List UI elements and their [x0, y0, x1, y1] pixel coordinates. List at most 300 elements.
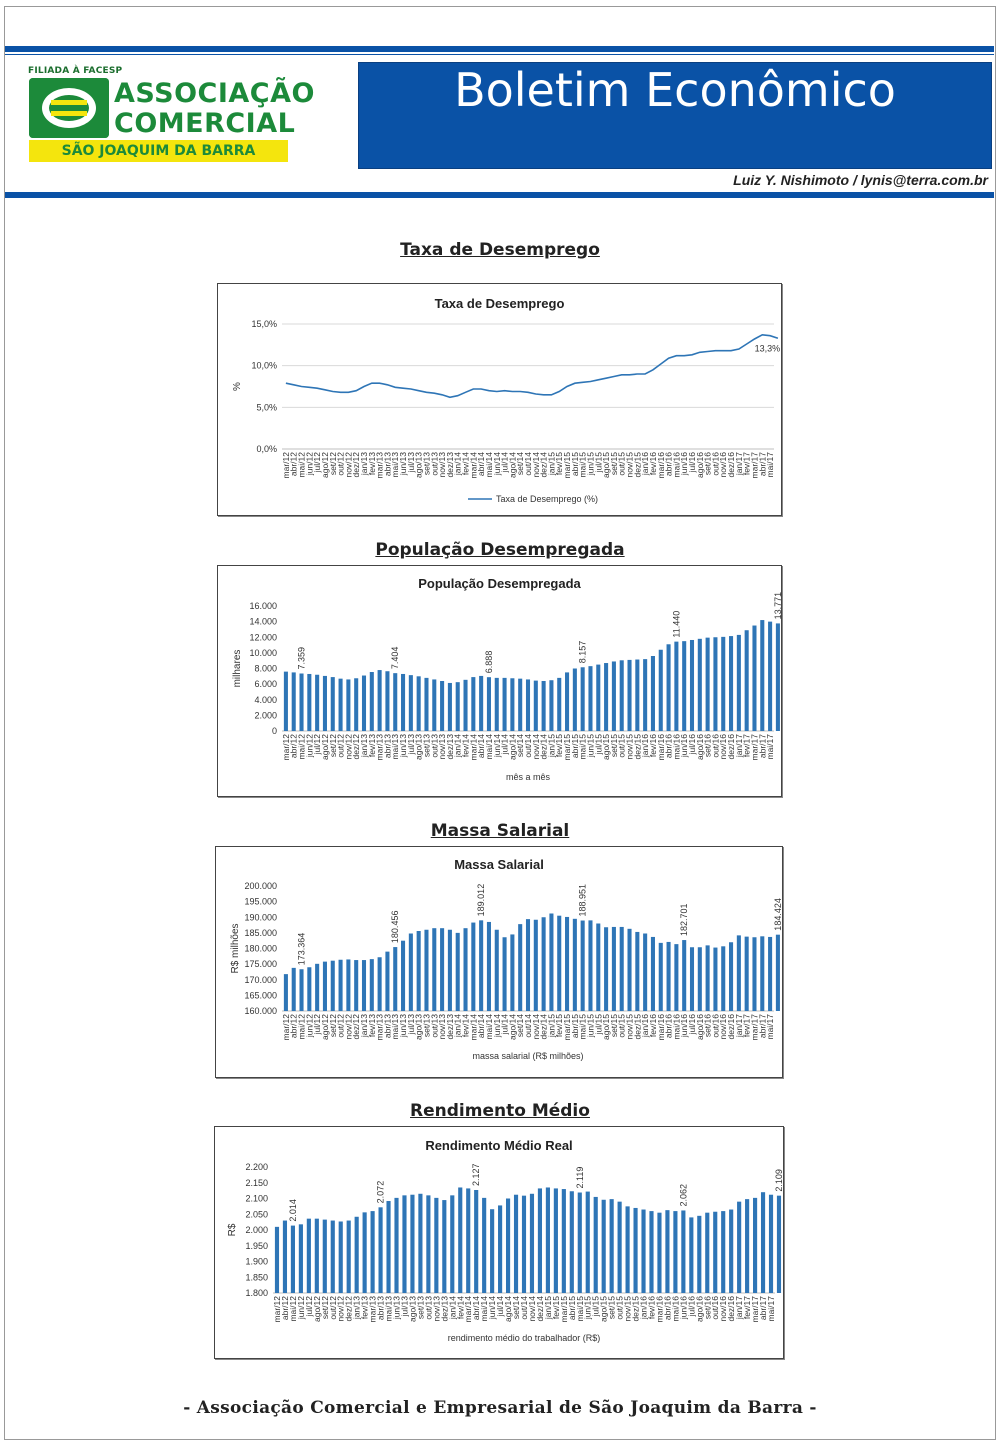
x-tick-label: nov/16 — [718, 1296, 729, 1322]
bar — [627, 929, 631, 1011]
bar — [657, 1213, 661, 1293]
bar — [479, 920, 483, 1011]
bar — [370, 959, 374, 1011]
bar — [323, 1220, 327, 1293]
y-axis-label: milhares — [232, 649, 243, 688]
x-tick-label: jun/13 — [398, 1014, 409, 1038]
x-tick-label: mar/14 — [463, 1296, 474, 1323]
x-tick-label: abr/17 — [757, 452, 768, 477]
y-tick-label: 1.850 — [245, 1272, 268, 1283]
x-tick-label: jul/13 — [405, 734, 416, 755]
x-tick-label: mai/13 — [383, 1296, 394, 1322]
bar — [698, 947, 702, 1011]
bar — [626, 1206, 630, 1293]
bar — [339, 960, 343, 1011]
x-tick-label: ago/16 — [694, 1014, 705, 1040]
data-label: 2.109 — [773, 1169, 784, 1192]
x-tick-label: fev/17 — [741, 1014, 752, 1038]
section-heading-unemployment-rate: Taxa de Desemprego — [400, 240, 600, 260]
bar — [346, 679, 350, 731]
bar — [665, 1210, 669, 1293]
x-tick-label: set/12 — [327, 1014, 338, 1038]
bar — [362, 676, 366, 731]
bar — [651, 656, 655, 731]
x-tick-label: mar/14 — [468, 734, 479, 761]
bar — [510, 934, 514, 1011]
bar — [307, 674, 311, 731]
x-tick-label: jul/13 — [405, 1014, 416, 1035]
x-tick-label: jun/12 — [295, 1296, 306, 1320]
x-tick-label: dez/16 — [726, 1014, 737, 1040]
bar — [768, 937, 772, 1011]
bar — [667, 644, 671, 731]
bar — [347, 1221, 351, 1293]
x-tick-label: dez/15 — [632, 734, 643, 760]
x-tick-label: fev/15 — [554, 1014, 565, 1038]
x-tick-label: abr/12 — [279, 1296, 290, 1321]
x-tick-label: jul/14 — [495, 1296, 506, 1317]
x-tick-label: mar/16 — [655, 734, 666, 761]
x-tick-label: jul/15 — [593, 734, 604, 755]
bar — [534, 920, 538, 1011]
bar — [690, 640, 694, 731]
x-tick-label: dez/14 — [538, 734, 549, 760]
x-tick-label: nov/12 — [343, 452, 354, 478]
bar — [698, 639, 702, 731]
bar — [498, 1205, 502, 1293]
y-tick-label: 1.900 — [245, 1256, 268, 1267]
title-panel — [358, 62, 992, 169]
bar — [495, 678, 499, 731]
x-tick-label: abr/15 — [569, 452, 580, 477]
bar — [706, 638, 710, 731]
bar — [549, 914, 553, 1012]
bar — [729, 942, 733, 1011]
x-tick-label: jun/15 — [585, 734, 596, 758]
x-tick-label: mar/13 — [374, 1014, 385, 1041]
x-tick-label: ago/15 — [601, 452, 612, 478]
bar — [745, 1199, 749, 1293]
bar — [526, 919, 530, 1011]
chart-title: Rendimento Médio Real — [425, 1138, 573, 1153]
x-tick-label: fev/17 — [741, 452, 752, 476]
bar — [432, 928, 436, 1011]
x-tick-label: nov/15 — [624, 452, 635, 478]
bar — [440, 928, 444, 1011]
bar — [299, 969, 303, 1011]
x-tick-label: mar/12 — [280, 452, 291, 479]
x-tick-label: abr/15 — [566, 1296, 577, 1321]
x-tick-label: abr/12 — [288, 1014, 299, 1039]
bar — [292, 968, 296, 1011]
bar — [602, 1200, 606, 1293]
bar — [424, 930, 428, 1011]
x-tick-label: jul/13 — [399, 1296, 410, 1317]
x-tick-label: dez/12 — [351, 734, 362, 760]
bar — [745, 630, 749, 731]
bar — [534, 681, 538, 731]
bar — [752, 626, 756, 731]
x-tick-label: jun/12 — [304, 452, 315, 476]
x-tick-label: set/14 — [511, 1296, 522, 1320]
x-tick-label: mai/14 — [483, 452, 494, 478]
y-tick-label: 2.000 — [254, 710, 277, 721]
x-tick-label: out/14 — [523, 452, 533, 476]
x-tick-label: ago/14 — [503, 1296, 514, 1322]
bar — [769, 1195, 773, 1293]
data-label: 2.127 — [471, 1163, 482, 1186]
x-tick-label: mar/14 — [468, 1014, 479, 1041]
bar — [737, 635, 741, 731]
x-tick-label: jun/13 — [398, 452, 409, 476]
x-tick-label: ago/14 — [507, 734, 518, 760]
x-tick-label: abr/13 — [382, 1014, 393, 1039]
chart-unemployment-rate — [217, 283, 782, 516]
bar — [753, 1198, 757, 1293]
y-tick-label: 10.000 — [249, 647, 277, 658]
x-tick-label: jan/15 — [546, 734, 557, 758]
bar — [604, 663, 608, 731]
x-tick-label: ago/13 — [413, 452, 424, 478]
x-tick-label: jan/15 — [542, 1296, 553, 1320]
x-tick-label: dez/15 — [632, 452, 643, 478]
x-tick-label: jun/14 — [491, 734, 502, 758]
data-label: 2.062 — [678, 1183, 689, 1207]
x-tick-label: fev/16 — [647, 452, 658, 476]
x-tick-label: mai/14 — [483, 1014, 494, 1040]
bar — [776, 935, 780, 1011]
bar — [458, 1187, 462, 1293]
x-tick-label: mai/12 — [296, 734, 307, 760]
bar — [620, 660, 624, 731]
x-tick-label: dez/16 — [726, 452, 737, 478]
bar — [482, 1198, 486, 1293]
x-tick-label: fev/13 — [359, 1296, 370, 1320]
bar — [299, 674, 303, 731]
bar — [418, 1194, 422, 1293]
bar — [721, 1211, 725, 1293]
x-tick-label: mai/12 — [296, 452, 307, 478]
y-tick-label: 5,0% — [256, 402, 277, 413]
bar — [737, 935, 741, 1011]
x-tick-label: jan/13 — [351, 1296, 362, 1320]
x-tick-label: mai/13 — [390, 1014, 401, 1040]
bar — [466, 1188, 470, 1293]
x-tick-label: dez/14 — [538, 452, 549, 478]
chart-average-income — [214, 1126, 784, 1359]
x-tick-label: jul/16 — [687, 1014, 697, 1035]
y-tick-label: 190.000 — [244, 912, 277, 923]
bar — [514, 1195, 518, 1293]
x-tick-label: abr/15 — [569, 1014, 580, 1039]
bar — [448, 683, 452, 731]
x-tick-label: abr/16 — [663, 452, 674, 477]
x-tick-label: jan/14 — [447, 1296, 458, 1320]
line-chart — [218, 284, 781, 515]
x-tick-label: mar/12 — [280, 1014, 291, 1041]
x-tick-label: abr/17 — [758, 1296, 769, 1321]
x-tick-label: jun/13 — [398, 734, 409, 758]
bar — [526, 679, 530, 731]
x-tick-label: nov/13 — [437, 734, 448, 760]
x-tick-label: dez/12 — [351, 452, 362, 478]
x-tick-label: abr/14 — [471, 1296, 482, 1321]
x-tick-label: mai/17 — [765, 452, 776, 478]
bar — [417, 931, 421, 1011]
x-tick-label: jan/16 — [640, 452, 651, 476]
x-tick-label: set/14 — [515, 734, 526, 758]
data-label: 7.359 — [296, 646, 307, 670]
x-tick-label: out/15 — [616, 1014, 627, 1038]
x-tick-label: mai/17 — [765, 734, 776, 760]
x-tick-label: jun/16 — [679, 1014, 690, 1038]
data-label: 173.364 — [296, 932, 307, 966]
x-tick-label: out/13 — [429, 452, 440, 476]
x-tick-label: ago/16 — [694, 734, 705, 760]
y-tick-label: 2.000 — [245, 1225, 268, 1235]
x-axis-label: massa salarial (R$ milhões) — [472, 1051, 584, 1061]
bar — [641, 1210, 645, 1293]
bar — [331, 677, 335, 731]
x-tick-label: jul/14 — [499, 1014, 510, 1035]
x-tick-label: dez/15 — [632, 1014, 643, 1040]
x-tick-label: dez/13 — [444, 734, 455, 760]
bar — [706, 945, 710, 1011]
bar — [409, 675, 413, 731]
x-tick-label: nov/14 — [526, 1296, 537, 1322]
bar — [487, 677, 491, 731]
bar — [542, 681, 546, 731]
association-logo — [26, 66, 315, 166]
bar — [378, 957, 382, 1011]
x-tick-label: mar/16 — [654, 1296, 665, 1323]
y-tick-label: 12.000 — [249, 632, 277, 643]
bar — [612, 927, 616, 1011]
x-tick-label: ago/12 — [319, 452, 330, 478]
x-tick-label: set/12 — [319, 1296, 330, 1320]
x-tick-label: fev/16 — [647, 1014, 658, 1038]
bar — [546, 1187, 550, 1293]
x-tick-label: jun/14 — [491, 1014, 502, 1038]
x-tick-label: mai/13 — [390, 734, 401, 760]
data-label: 184.424 — [772, 898, 783, 931]
x-tick-label: out/14 — [523, 734, 533, 758]
bar — [578, 1193, 582, 1293]
data-label: 6.888 — [483, 650, 494, 674]
bar — [495, 930, 499, 1011]
chart-unemployed-population — [217, 565, 782, 797]
bar-chart — [215, 1127, 783, 1358]
data-label: 2.014 — [287, 1199, 298, 1222]
bar — [355, 1217, 359, 1293]
x-tick-label: abr/14 — [476, 1014, 487, 1039]
x-tick-label: ago/16 — [694, 452, 705, 478]
y-tick-label: 185.000 — [244, 927, 277, 938]
bar — [471, 677, 475, 731]
bar — [292, 672, 296, 731]
x-tick-label: jun/14 — [491, 452, 502, 476]
bar — [291, 1226, 295, 1293]
x-tick-label: ago/12 — [319, 734, 330, 760]
y-tick-label: 15,0% — [251, 319, 277, 329]
bar — [594, 1197, 598, 1293]
x-tick-label: abr/12 — [288, 734, 299, 759]
bar — [522, 1196, 526, 1293]
x-tick-label: jun/16 — [678, 1296, 689, 1320]
x-tick-label: mai/14 — [479, 1296, 490, 1322]
bar — [761, 1192, 765, 1293]
bar — [596, 924, 600, 1012]
data-label: 13.771 — [772, 591, 783, 620]
x-tick-label: jun/15 — [585, 1014, 596, 1038]
bar — [487, 922, 491, 1011]
y-tick-label: 2.150 — [245, 1177, 268, 1188]
y-tick-label: 6.000 — [254, 679, 277, 690]
bar — [633, 1208, 637, 1293]
x-tick-label: ago/15 — [598, 1296, 609, 1322]
x-tick-label: dez/16 — [726, 734, 737, 760]
data-label: 13,3% — [754, 343, 781, 354]
x-tick-label: nov/14 — [530, 734, 541, 760]
x-axis-label: rendimento médio do trabalhador (R$) — [447, 1333, 601, 1343]
bar — [777, 1196, 781, 1293]
data-label: 11.440 — [671, 610, 682, 638]
bar — [378, 670, 382, 731]
bar — [275, 1227, 279, 1293]
bar — [442, 1200, 446, 1293]
bar — [776, 623, 780, 731]
x-tick-label: jan/15 — [546, 452, 557, 476]
x-tick-label: dez/16 — [726, 1296, 737, 1322]
x-tick-label: jul/14 — [499, 734, 510, 755]
x-tick-label: abr/17 — [757, 734, 768, 759]
bar — [323, 962, 327, 1011]
bar — [463, 928, 467, 1011]
x-tick-label: fev/16 — [647, 734, 658, 758]
x-tick-label: out/15 — [616, 734, 627, 758]
x-tick-label: jul/15 — [590, 1296, 601, 1317]
x-tick-label: mar/12 — [271, 1296, 282, 1323]
x-tick-label: nov/13 — [437, 1014, 448, 1040]
x-tick-label: jan/14 — [452, 1014, 463, 1038]
bar — [768, 622, 772, 731]
bar — [448, 930, 452, 1011]
data-label: 188.951 — [577, 883, 588, 917]
x-tick-label: mar/14 — [468, 452, 479, 479]
y-tick-label: 175.000 — [244, 959, 277, 970]
x-tick-label: ago/12 — [311, 1296, 322, 1322]
x-tick-label: fev/16 — [646, 1296, 657, 1320]
bar — [354, 960, 358, 1011]
bar — [604, 927, 608, 1011]
x-tick-label: set/14 — [515, 1014, 526, 1038]
bar — [479, 676, 483, 731]
x-tick-label: nov/13 — [431, 1296, 442, 1322]
x-tick-label: out/12 — [327, 1296, 338, 1320]
x-tick-label: mar/13 — [374, 734, 385, 761]
bar — [538, 1188, 542, 1293]
x-tick-label: fev/13 — [366, 1014, 377, 1038]
x-tick-label: mai/16 — [670, 1296, 681, 1322]
x-tick-label: jan/13 — [359, 1014, 369, 1038]
x-tick-label: out/16 — [710, 734, 721, 758]
bar — [674, 642, 678, 731]
bar — [635, 932, 639, 1011]
bar — [323, 676, 327, 731]
bar — [713, 637, 717, 731]
x-tick-label: ago/15 — [601, 1014, 612, 1040]
y-axis-label: % — [232, 382, 243, 391]
x-tick-label: jul/12 — [312, 452, 323, 473]
bar — [581, 667, 585, 731]
x-tick-label: nov/14 — [530, 452, 541, 478]
x-tick-label: jan/17 — [733, 1014, 744, 1038]
bar — [752, 937, 756, 1011]
logo-city-band: SÃO JOAQUIM DA BARRA — [29, 140, 288, 162]
y-tick-label: 2.050 — [245, 1209, 268, 1220]
legend-label: Taxa de Desemprego (%) — [496, 494, 599, 504]
x-tick-label: set/13 — [421, 734, 432, 758]
bar — [456, 933, 460, 1011]
x-tick-label: set/12 — [327, 734, 338, 758]
bar — [729, 636, 733, 731]
bar — [362, 960, 366, 1011]
bar — [386, 1201, 390, 1293]
bar — [450, 1195, 454, 1293]
bar — [510, 678, 514, 731]
bar — [737, 1202, 741, 1293]
x-tick-label: fev/15 — [554, 452, 565, 476]
x-tick-label: out/13 — [429, 1014, 440, 1038]
x-tick-label: fev/17 — [741, 734, 752, 758]
bar — [565, 672, 569, 731]
x-tick-label: out/14 — [523, 1014, 533, 1038]
y-tick-label: 0 — [271, 726, 277, 736]
bar — [581, 921, 585, 1011]
x-tick-label: jul/16 — [686, 1296, 697, 1317]
x-tick-label: jul/12 — [312, 1014, 323, 1035]
bar — [586, 1192, 590, 1293]
x-tick-label: jul/12 — [303, 1296, 314, 1317]
bar — [760, 620, 764, 731]
data-label: 189.012 — [476, 883, 487, 917]
x-tick-label: ago/13 — [407, 1296, 418, 1322]
bar — [402, 1195, 406, 1293]
section-heading-average-income: Rendimento Médio — [410, 1101, 590, 1121]
bar — [721, 637, 725, 731]
bar — [354, 678, 358, 731]
y-tick-label: 1.950 — [245, 1240, 268, 1251]
bar — [315, 964, 319, 1011]
author-line: Luiz Y. Nishimoto / lynis@terra.com.br — [733, 172, 988, 188]
bar — [554, 1188, 558, 1293]
bar — [490, 1209, 494, 1293]
x-tick-label: nov/12 — [343, 734, 354, 760]
x-tick-label: dez/13 — [439, 1296, 450, 1322]
bar — [674, 944, 678, 1011]
bar — [434, 1198, 438, 1293]
x-tick-label: ago/14 — [507, 452, 518, 478]
x-tick-label: jul/16 — [687, 452, 697, 473]
bar — [649, 1211, 653, 1293]
bar — [697, 1216, 701, 1293]
x-tick-label: out/12 — [335, 1014, 346, 1038]
x-tick-label: mai/12 — [296, 1014, 307, 1040]
y-tick-label: 4.000 — [254, 694, 277, 705]
x-tick-label: jul/15 — [593, 1014, 604, 1035]
bar — [283, 1221, 287, 1293]
bar — [610, 1199, 614, 1293]
